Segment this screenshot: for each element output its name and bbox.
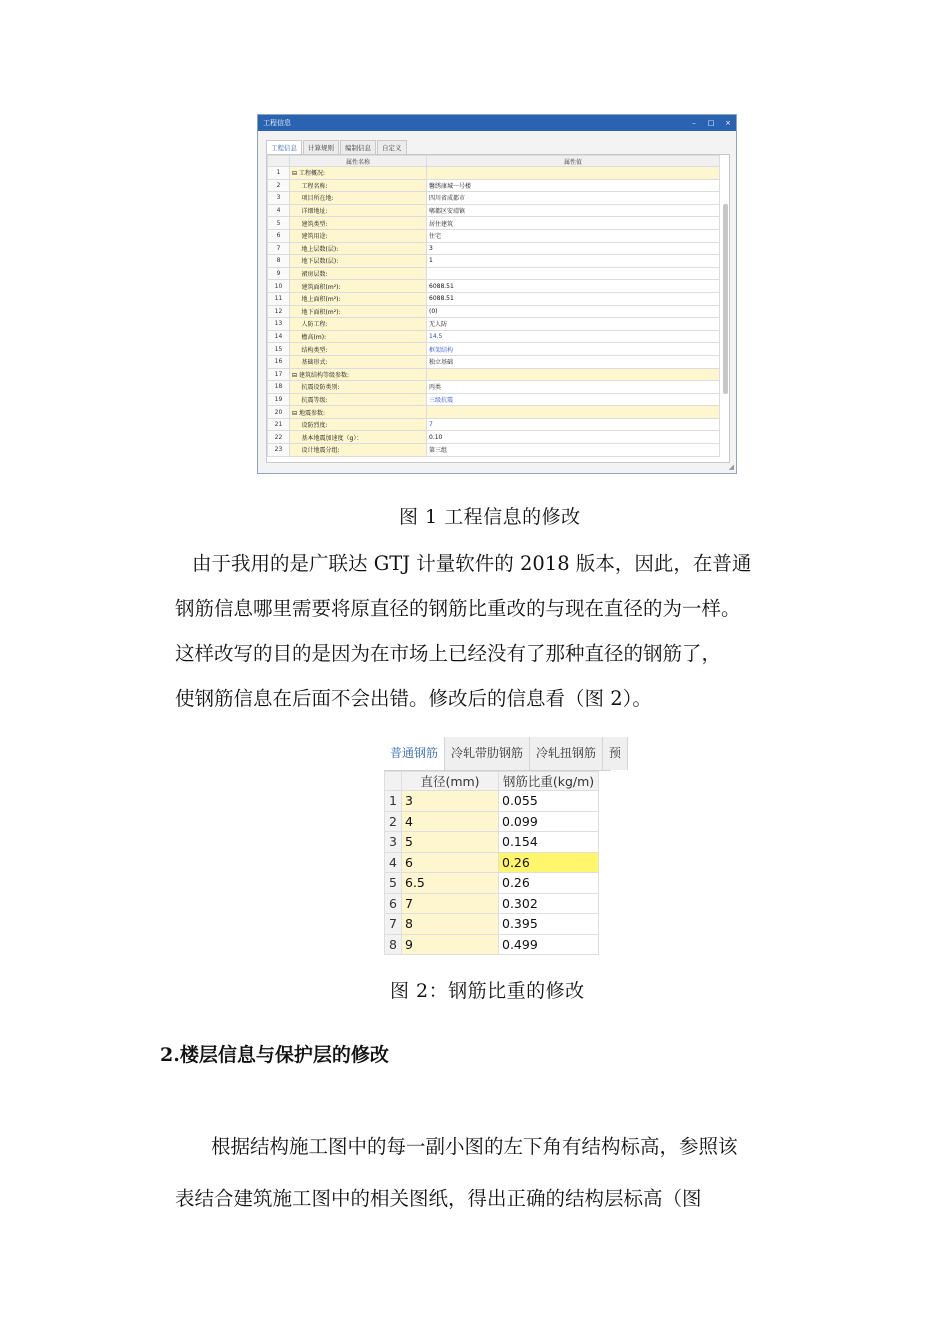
- row-number: 5: [268, 217, 290, 230]
- table-row[interactable]: [268, 418, 720, 431]
- row-number: 23: [268, 444, 290, 457]
- property-value[interactable]: 住宅: [427, 229, 720, 242]
- property-value[interactable]: 三级抗震: [427, 393, 720, 406]
- property-name: 详细地址:: [290, 204, 427, 217]
- property-grid: [266, 154, 730, 463]
- property-name: 基本地震加速度（g）：: [290, 431, 427, 444]
- dialog-title: 工程信息: [263, 119, 291, 127]
- property-value[interactable]: 1: [427, 255, 720, 268]
- row-index: 2: [385, 811, 402, 832]
- table-row[interactable]: [268, 393, 720, 406]
- table-row[interactable]: [385, 893, 599, 914]
- diameter-cell[interactable]: 6.5: [402, 873, 499, 894]
- paragraph-line: 这样改写的目的是因为在市场上已经没有了那种直径的钢筋了，: [175, 642, 722, 665]
- row-number: 7: [268, 242, 290, 255]
- row-number: 18: [268, 381, 290, 394]
- property-value[interactable]: 独立基础: [427, 355, 720, 368]
- row-number: 17: [268, 368, 290, 381]
- row-number: 6: [268, 229, 290, 242]
- property-value[interactable]: 0.10: [427, 431, 720, 444]
- tab-cold-rolled-ribbed[interactable]: 冷轧带肋钢筋: [445, 737, 530, 770]
- row-number: 14: [268, 330, 290, 343]
- property-value[interactable]: 四川省成都市: [427, 192, 720, 205]
- tab-calc-rules[interactable]: 计算规则: [303, 140, 339, 155]
- table-row[interactable]: [385, 934, 599, 955]
- table-row[interactable]: [268, 381, 720, 394]
- table-row[interactable]: [268, 305, 720, 318]
- paragraph-2: [175, 1124, 825, 1221]
- row-number: 2: [268, 179, 290, 192]
- property-value[interactable]: [427, 406, 720, 419]
- figure2-caption: 图 2：钢筋比重的修改: [390, 980, 585, 1002]
- figure1-caption: 图 1 工程信息的修改: [399, 506, 581, 528]
- resize-grip-icon[interactable]: ◢: [728, 463, 734, 471]
- paragraph-line: 由于我用的是广联达 GTJ 计量软件的 2018 版本，因此，在普通: [192, 552, 752, 575]
- property-name: 抗震设防类别:: [290, 381, 427, 394]
- weight-cell[interactable]: 0.499: [499, 934, 599, 955]
- rebar-tabs: [384, 737, 622, 771]
- row-index: 4: [385, 852, 402, 873]
- paragraph-line: 根据结构施工图中的每一副小图的左下角有结构标高，参照该: [211, 1135, 738, 1158]
- property-value[interactable]: 第三组: [427, 444, 720, 457]
- paragraph-1: [175, 541, 825, 721]
- tab-cold-rolled-twisted[interactable]: 冷轧扭钢筋: [530, 737, 603, 770]
- row-number: 10: [268, 280, 290, 293]
- property-name: 檐高(m):: [290, 330, 427, 343]
- table-row[interactable]: [268, 368, 720, 381]
- table-row[interactable]: [385, 811, 599, 832]
- row-index: 1: [385, 791, 402, 812]
- property-name: ⊟ 建筑结构等级参数:: [290, 368, 427, 381]
- property-name: 项目所在地:: [290, 192, 427, 205]
- property-name: 设防烈度:: [290, 418, 427, 431]
- row-number: 20: [268, 406, 290, 419]
- tab-prestressed[interactable]: 预: [603, 737, 628, 770]
- weight-cell[interactable]: 0.395: [499, 914, 599, 935]
- property-value[interactable]: [427, 267, 720, 280]
- property-value[interactable]: (0): [427, 305, 720, 318]
- row-number: 21: [268, 418, 290, 431]
- row-number: 13: [268, 318, 290, 331]
- tab-project-info[interactable]: 工程信息: [266, 140, 302, 155]
- property-value[interactable]: 郫都区安靖镇: [427, 204, 720, 217]
- property-value[interactable]: 馨绣康城一号楼: [427, 179, 720, 192]
- row-index: 8: [385, 934, 402, 955]
- property-value[interactable]: 14.5: [427, 330, 720, 343]
- paragraph-line: 表结合建筑施工图中的相关图纸，得出正确的结构层标高（图: [175, 1187, 702, 1210]
- row-number: 15: [268, 343, 290, 356]
- weight-cell[interactable]: 0.154: [499, 832, 599, 853]
- vertical-scrollbar[interactable]: [723, 204, 728, 394]
- property-value[interactable]: 框架结构: [427, 343, 720, 356]
- column-header-diameter: 直径(mm): [402, 772, 499, 791]
- maximize-icon[interactable]: □: [707, 119, 715, 127]
- row-number: 22: [268, 431, 290, 444]
- paragraph-line: 钢筋信息哪里需要将原直径的钢筋比重改的与现在直径的为一样。: [175, 597, 741, 620]
- table-row[interactable]: [268, 406, 720, 419]
- row-number: 3: [268, 192, 290, 205]
- table-row[interactable]: [268, 355, 720, 368]
- table-row[interactable]: [268, 292, 720, 305]
- table-row[interactable]: [268, 204, 720, 217]
- property-value[interactable]: 6088.51: [427, 280, 720, 293]
- dialog-tabs: [266, 140, 408, 155]
- weight-cell[interactable]: 0.099: [499, 811, 599, 832]
- diameter-cell[interactable]: 6: [402, 852, 499, 873]
- property-name: ⊟ 工程概况:: [290, 167, 427, 180]
- property-value[interactable]: 7: [427, 418, 720, 431]
- property-name: 基础形式:: [290, 355, 427, 368]
- property-value[interactable]: 6088.51: [427, 292, 720, 305]
- property-value[interactable]: 居住建筑: [427, 217, 720, 230]
- property-name: 设计地震分组:: [290, 444, 427, 457]
- table-row[interactable]: [268, 192, 720, 205]
- table-row[interactable]: [268, 343, 720, 356]
- property-name: 地上面积(m²):: [290, 292, 427, 305]
- property-name: 地上层数(层):: [290, 242, 427, 255]
- property-name: 地下层数(层):: [290, 255, 427, 268]
- property-name: 工程名称:: [290, 179, 427, 192]
- table-row[interactable]: [268, 217, 720, 230]
- property-name: 地下面积(m²):: [290, 305, 427, 318]
- table-row[interactable]: [268, 431, 720, 444]
- dialog-titlebar: [258, 115, 736, 131]
- row-number: 12: [268, 305, 290, 318]
- diameter-cell[interactable]: 3: [402, 791, 499, 812]
- tab-custom[interactable]: 自定义: [377, 140, 407, 155]
- diameter-cell[interactable]: 9: [402, 934, 499, 955]
- property-name: 裙房层数:: [290, 267, 427, 280]
- table-row[interactable]: [268, 255, 720, 268]
- row-number: 19: [268, 393, 290, 406]
- column-header-value: 属性值: [427, 156, 720, 167]
- row-number: 4: [268, 204, 290, 217]
- property-value[interactable]: 无人防: [427, 318, 720, 331]
- paragraph-line: 使钢筋信息在后面不会出错。修改后的信息看（图 2）。: [175, 687, 652, 710]
- diameter-cell[interactable]: 4: [402, 811, 499, 832]
- weight-cell[interactable]: 0.26: [499, 852, 599, 873]
- table-row[interactable]: [268, 330, 720, 343]
- property-value[interactable]: [427, 167, 720, 180]
- row-number: 1: [268, 167, 290, 180]
- property-value[interactable]: 3: [427, 242, 720, 255]
- table-row[interactable]: [268, 167, 720, 180]
- weight-cell[interactable]: 0.302: [499, 893, 599, 914]
- row-index: 6: [385, 893, 402, 914]
- property-name: 抗震等级:: [290, 393, 427, 406]
- weight-cell[interactable]: 0.26: [499, 873, 599, 894]
- close-icon[interactable]: ×: [725, 119, 731, 127]
- property-value[interactable]: 丙类: [427, 381, 720, 394]
- row-number: 11: [268, 292, 290, 305]
- table-row[interactable]: [268, 229, 720, 242]
- row-number: 9: [268, 267, 290, 280]
- tab-compile-info[interactable]: 编制信息: [340, 140, 376, 155]
- property-name: 建筑面积(m²):: [290, 280, 427, 293]
- diameter-cell[interactable]: 8: [402, 914, 499, 935]
- table-row[interactable]: [385, 852, 599, 873]
- property-value[interactable]: [427, 368, 720, 381]
- column-header-name: 属性名称: [290, 156, 427, 167]
- property-name: 建筑用途:: [290, 229, 427, 242]
- row-number: 16: [268, 355, 290, 368]
- property-name: 结构类型:: [290, 343, 427, 356]
- property-name: ⊟ 地震参数:: [290, 406, 427, 419]
- property-name: 建筑类型:: [290, 217, 427, 230]
- property-name: 人防工程:: [290, 318, 427, 331]
- row-index: 7: [385, 914, 402, 935]
- tab-normal-rebar[interactable]: 普通钢筋: [384, 737, 445, 770]
- table-row[interactable]: [268, 318, 720, 331]
- row-index: 3: [385, 832, 402, 853]
- table-row[interactable]: [268, 280, 720, 293]
- table-row[interactable]: [268, 267, 720, 280]
- table-row[interactable]: [385, 791, 599, 812]
- row-number: 8: [268, 255, 290, 268]
- weight-cell[interactable]: 0.055: [499, 791, 599, 812]
- rebar-weight-table: [384, 737, 622, 952]
- column-header-weight: 钢筋比重(kg/m): [499, 772, 599, 791]
- section-heading: 2.楼层信息与保护层的修改: [160, 1044, 389, 1066]
- table-row[interactable]: [268, 242, 720, 255]
- table-row[interactable]: [385, 832, 599, 853]
- diameter-cell[interactable]: 5: [402, 832, 499, 853]
- row-index: 5: [385, 873, 402, 894]
- table-row[interactable]: [268, 444, 720, 457]
- diameter-cell[interactable]: 7: [402, 893, 499, 914]
- minimize-icon[interactable]: –: [692, 119, 696, 127]
- table-row[interactable]: [268, 179, 720, 192]
- project-info-dialog: [257, 114, 737, 474]
- table-row[interactable]: [385, 873, 599, 894]
- table-row[interactable]: [385, 914, 599, 935]
